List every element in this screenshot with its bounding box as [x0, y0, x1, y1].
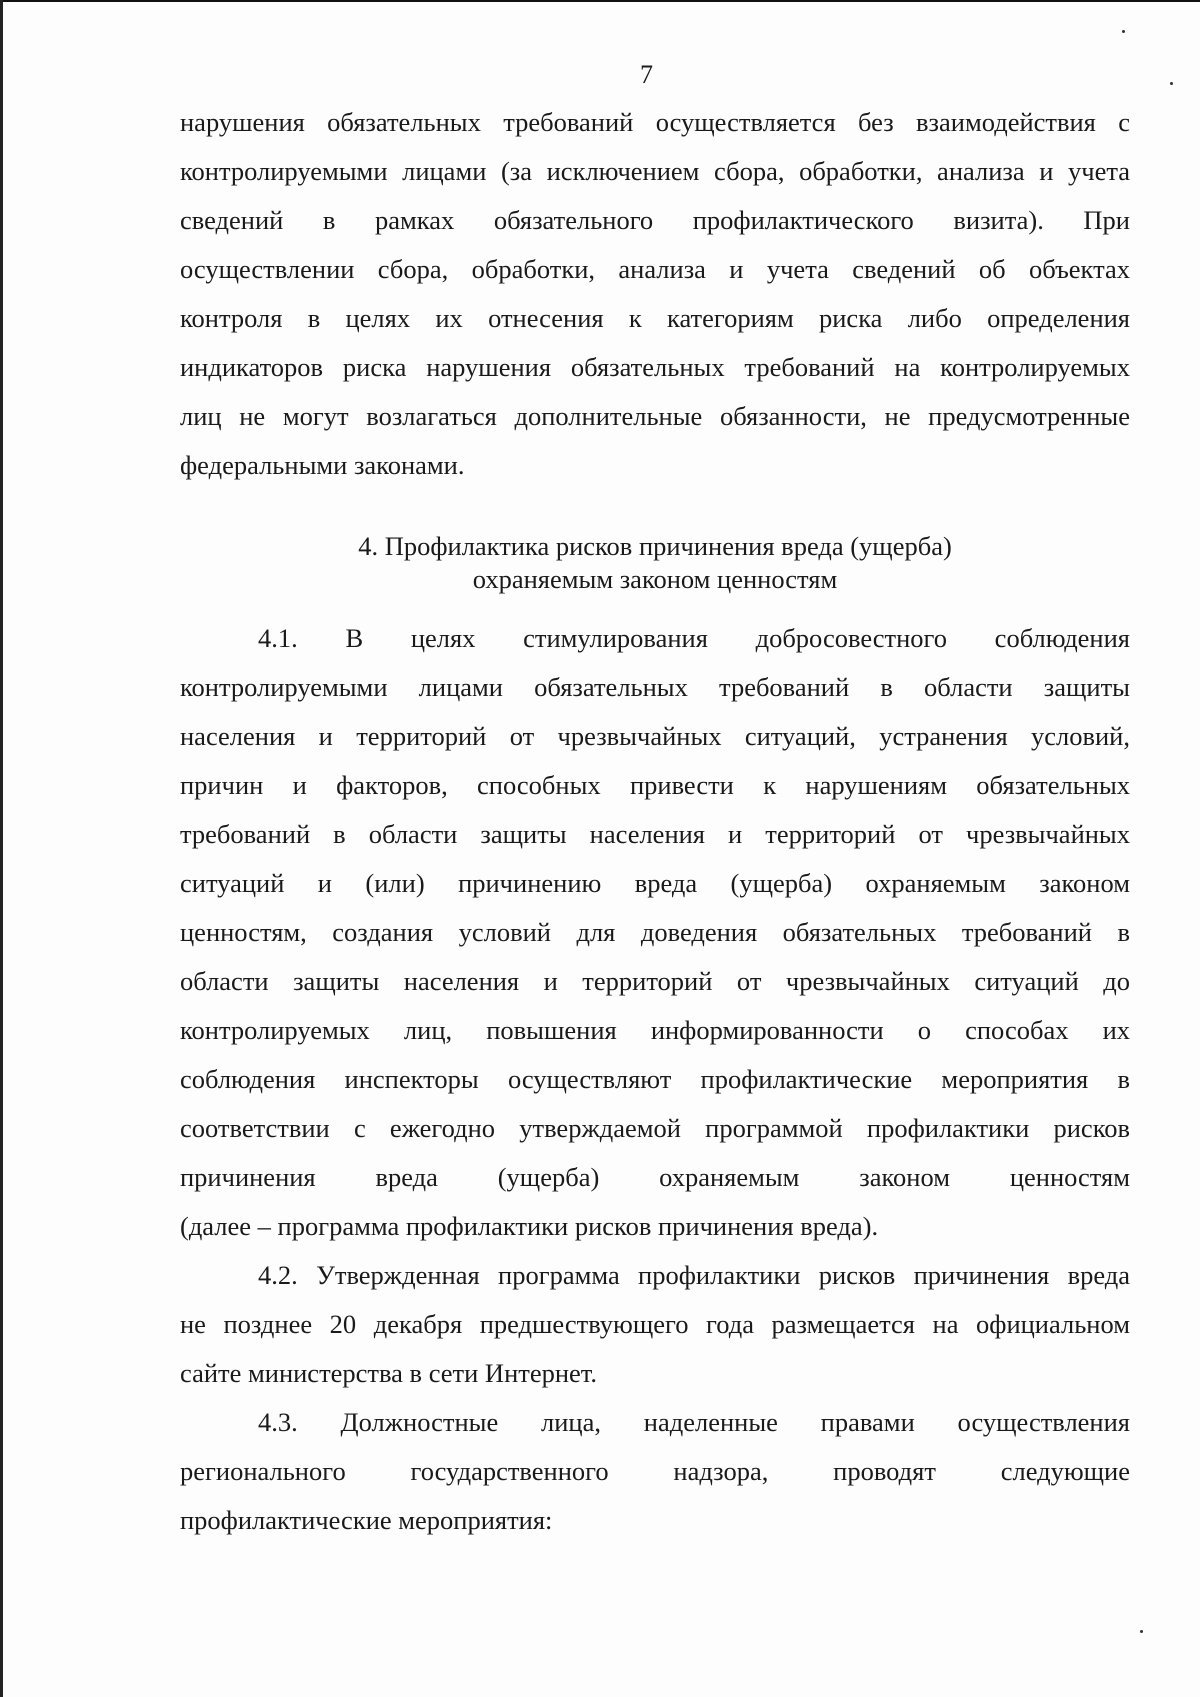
- section-title-line: 4. Профилактика рисков причинения вреда (ущерба): [358, 531, 952, 561]
- scan-top-edge: [0, 0, 1200, 2]
- text-line: индикаторов риска нарушения обязательных требований на контролируемых: [180, 352, 1130, 382]
- document-body: [180, 98, 1130, 1545]
- text-line: требований в области защиты населения и территорий от чрезвычайных: [180, 819, 1130, 849]
- text-line: нарушения обязательных требований осуществляется без взаимодействия с: [180, 107, 1130, 137]
- paragraph-4-3: [180, 1398, 1130, 1545]
- text-line: контроля в целях их отнесения к категориям риска либо определения: [180, 303, 1130, 333]
- text-line: федеральными законами.: [180, 450, 465, 480]
- text-line: сведений в рамках обязательного профилактического визита). При: [180, 205, 1130, 235]
- text-line: ценностям, создания условий для доведения обязательных требований в: [180, 917, 1130, 947]
- text-line: соответствии с ежегодно утверждаемой программой профилактики рисков: [180, 1113, 1130, 1143]
- text-line: регионального государственного надзора, проводят следующие: [180, 1456, 1130, 1486]
- scan-speck: [1170, 82, 1173, 85]
- text-line: причинения вреда (ущерба) охраняемым законом ценностям: [180, 1162, 1130, 1192]
- paragraph-4-2: [180, 1251, 1130, 1398]
- text-line: не позднее 20 декабря предшествующего года размещается на официальном: [180, 1309, 1130, 1339]
- text-line: 4.1. В целях стимулирования добросовестного соблюдения: [258, 623, 1130, 653]
- scan-speck: [1140, 1630, 1143, 1633]
- text-line: 4.3. Должностные лица, наделенные правами осуществления: [258, 1407, 1130, 1437]
- text-line: населения и территорий от чрезвычайных ситуаций, устранения условий,: [180, 721, 1130, 751]
- scan-speck: [1122, 30, 1125, 33]
- text-line: лиц не могут возлагаться дополнительные обязанности, не предусмотренные: [180, 401, 1130, 431]
- text-line: (далее – программа профилактики рисков причинения вреда).: [180, 1211, 879, 1241]
- section-heading: [180, 530, 1130, 596]
- text-line: контролируемыми лицами (за исключением сбора, обработки, анализа и учета: [180, 156, 1130, 186]
- text-line: 4.2. Утвержденная программа профилактики рисков причинения вреда: [258, 1260, 1130, 1290]
- text-line: контролируемых лиц, повышения информированности о способах их: [180, 1015, 1130, 1045]
- page-number: 7: [640, 60, 653, 89]
- text-line: области защиты населения и территорий от чрезвычайных ситуаций до: [180, 966, 1130, 996]
- text-line: осуществлении сбора, обработки, анализа и учета сведений об объектах: [180, 254, 1130, 284]
- paragraph-4-1: [180, 614, 1130, 1251]
- paragraph-continued: [180, 98, 1130, 490]
- text-line: профилактические мероприятия:: [180, 1505, 553, 1535]
- text-line: сайте министерства в сети Интернет.: [180, 1358, 597, 1388]
- text-line: причин и факторов, способных привести к нарушениям обязательных: [180, 770, 1130, 800]
- text-line: ситуаций и (или) причинению вреда (ущерба) охраняемым законом: [180, 868, 1130, 898]
- text-line: соблюдения инспекторы осуществляют профилактические мероприятия в: [180, 1064, 1130, 1094]
- scan-left-edge: [0, 0, 3, 1697]
- text-line: контролируемыми лицами обязательных требований в области защиты: [180, 672, 1130, 702]
- section-title-line: охраняемым законом ценностям: [472, 564, 838, 594]
